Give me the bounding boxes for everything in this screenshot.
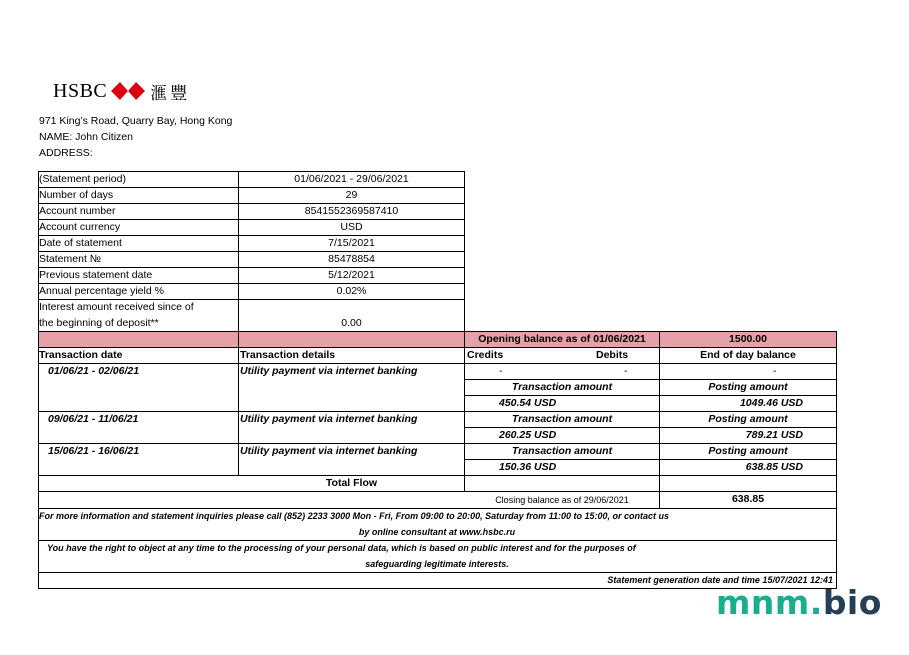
total-flow-label: Total Flow	[325, 477, 378, 489]
summary-label-account: Account number	[39, 205, 116, 217]
credits-dash: -	[499, 365, 503, 377]
hsbc-logo	[53, 79, 190, 103]
transaction-1-posting: 1049.46 USD	[739, 397, 803, 409]
transaction-3-posting-label: Posting amount	[708, 445, 788, 457]
summary-value-yield: 0.02%	[336, 285, 367, 297]
summary-value-days: 29	[345, 189, 358, 201]
transaction-2-posting-label: Posting amount	[708, 413, 788, 425]
rights-line-1: You have the right to object at any time to the processing of your personal data, which is based on public interest and for the purposes of	[47, 543, 636, 553]
header-credits: Credits	[467, 349, 504, 361]
summary-label-period: (Statement period)	[39, 173, 126, 185]
header-transaction-date: Transaction date	[39, 349, 123, 361]
header-eod-balance: End of day balance	[700, 349, 796, 361]
opening-row-fill-left	[38, 332, 465, 347]
opening-label: Opening balance as of 01/06/2021	[478, 333, 646, 345]
debits-dash: -	[624, 365, 628, 377]
summary-value-period: 01/06/2021 - 29/06/2021	[294, 173, 409, 185]
summary-label-days: Number of days	[39, 189, 114, 201]
closing-label: Closing balance as of 29/06/2021	[495, 495, 629, 505]
opening-value: 1500.00	[729, 333, 767, 345]
transaction-2-amount: 260.25 USD	[499, 429, 557, 441]
bank-name: HSBC	[53, 79, 108, 102]
interest-label-line1: Interest amount received since of	[39, 301, 194, 313]
summary-label-number: Statement №	[39, 253, 102, 265]
header-transaction-details: Transaction details	[240, 349, 336, 361]
summary-label-date: Date of statement	[39, 237, 122, 249]
transaction-1-details: Utility payment via internet banking	[240, 365, 418, 377]
transaction-3-posting: 638.85 USD	[745, 461, 803, 473]
summary-label-currency: Account currency	[39, 221, 121, 233]
address-label: ADDRESS:	[39, 147, 93, 159]
transaction-1-amount: 450.54 USD	[499, 397, 557, 409]
info-line-1: For more information and statement inquiries please call (852) 2233 3000 Mon - Fri, From 09:00 to 20:00, Saturday from 11:00 to 15:00, or contact us	[39, 511, 670, 521]
closing-value: 638.85	[731, 493, 765, 505]
transaction-2-date: 09/06/21 - 11/06/21	[48, 413, 139, 425]
generation-timestamp: Statement generation date and time 15/07/2021 12:41	[607, 575, 833, 585]
eod-dash: -	[773, 365, 777, 377]
transaction-3-date: 15/06/21 - 16/06/21	[48, 445, 140, 457]
interest-label-line2: the beginning of deposit**	[39, 317, 159, 329]
summary-label-yield: Annual percentage yield %	[39, 285, 164, 297]
transaction-3-amount-label: Transaction amount	[511, 445, 613, 457]
rights-line-2: safeguarding legitimate interests.	[365, 559, 509, 569]
summary-value-number: 85478854	[328, 253, 375, 265]
transaction-3-details: Utility payment via internet banking	[240, 445, 418, 457]
transaction-1-posting-label: Posting amount	[708, 381, 788, 393]
summary-value-date: 7/15/2021	[328, 237, 375, 249]
address-line-1: 971 King’s Road, Quarry Bay, Hong Kong	[39, 115, 233, 127]
summary-value-previous: 5/12/2021	[328, 269, 375, 281]
transaction-3-amount: 150.36 USD	[499, 461, 557, 473]
summary-label-previous: Previous statement date	[39, 269, 153, 281]
transaction-2-posting: 789.21 USD	[745, 429, 803, 441]
hexagon-icon	[111, 82, 145, 100]
transaction-2-amount-label: Transaction amount	[511, 413, 613, 425]
summary-value-account: 8541552369587410	[304, 205, 399, 217]
info-line-2: by online consultant at www.hsbc.ru	[358, 527, 516, 537]
customer-name: NAME: John Citizen	[39, 131, 133, 143]
transaction-2-details: Utility payment via internet banking	[240, 413, 418, 425]
summary-value-currency: USD	[340, 221, 363, 233]
transaction-1-date: 01/06/21 - 02/06/21	[48, 365, 140, 377]
interest-value: 0.00	[341, 317, 362, 329]
watermark-logo	[716, 583, 882, 622]
watermark-part-2: bio	[822, 583, 882, 622]
watermark-part-1: mnm.	[716, 583, 823, 622]
transaction-1-amount-label: Transaction amount	[511, 381, 613, 393]
header-debits: Debits	[596, 349, 629, 361]
bank-chinese-name: 滙豐	[150, 83, 191, 104]
